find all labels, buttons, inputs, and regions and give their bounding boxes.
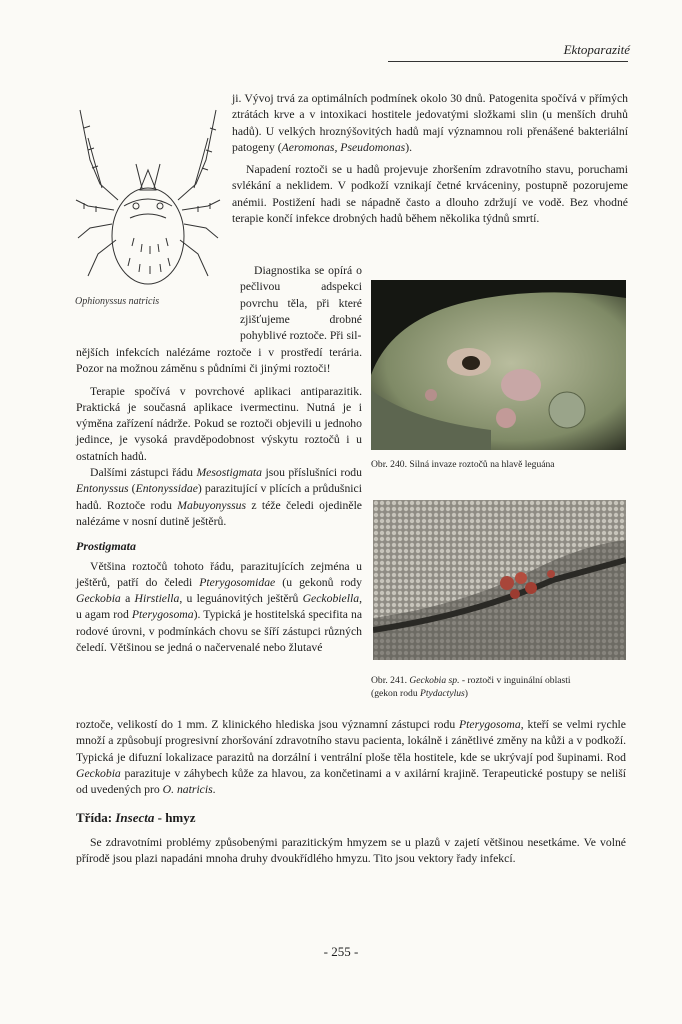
body-text-full-width: [76, 717, 626, 867]
body-text-top-right: [232, 91, 628, 227]
paragraph-3-narrow: Diagnostika se opírá o pečlivou adspekci povrchu těla, při které zjišťujeme drobné pohyblivé roztoče. Při sil-: [240, 264, 362, 343]
body-text-left-column: [76, 345, 362, 656]
paragraph-3-continued: nějších infekcích nalézáme roztoče i v prostředí terária. Pozor na možnou záměnu s půdními či jinými roztoči!: [76, 346, 362, 376]
section-heading-prostigmata: Prostigmata: [76, 539, 137, 554]
running-header: Ektoparazité: [563, 42, 630, 57]
paragraph-2: Napadení roztoči se u hadů projevuje zhoršením zdravotního stavu, poruchami svlékání a neklidem. V podkoží vznikají četné krváceniny, postupně pozorujeme anémii. Postižení hadi se nápadně často a dlouho zdržují ve vodě. Bez vhodné terapie končí infekce drobných hadů během několika týdnů smrtí.: [232, 163, 628, 226]
header-rule: [388, 61, 628, 62]
photo-iguana-head: [371, 280, 626, 450]
photo1-caption: Obr. 240. Silná invaze roztočů na hlavě leguána: [371, 459, 555, 470]
paragraph-7: Se zdravotními problémy způsobenými parazitickým hmyzem se u plazů v zajetí většinou nesetkáme. Ve volné přírodě jsou plazi napadáni mnoha druhy dvoukřídlého hmyzu. Tito jsou vektory řady infekcí.: [76, 835, 626, 866]
section-heading-insecta: Třída: Insecta - hmyz: [76, 810, 196, 826]
mite-drawing-icon: [72, 88, 222, 292]
paragraph-6-continued: roztoče, velikostí do 1 mm. Z klinického hlediska jsou významní zástupci rodu Pterygosoma, kteří se velmi rychle množí a způsobují progresivní zhoršování zdravotního stavu pacienta, lokálně i zánětlivé změny na kůži a v podkoží. Typická je difuzní lokalizace parazitů na dorzální i ventrální ploše těla hostitele, kde se ukrývají pod šupinami. Rod Geckobia parazituje v záhybech kůže za hlavou, za končetinami a v axilární krajině. Terapeutické postupy se neliší od uvedených pro O. natricis.: [76, 718, 626, 797]
mite-caption: Ophionyssus natricis: [75, 296, 160, 307]
iguana-photo-icon: [371, 280, 626, 450]
photo2-caption: Obr. 241. Geckobia sp. - roztoči v inguinální oblasti (gekon rodu Ptydactylus): [371, 675, 571, 699]
paragraph-5: Dalšími zástupci řádu Mesostigmata jsou příslušníci rodu Entonyssus (Entonyssidae) parazitující v plících a průdušnici hadů. Roztoče rodu Mabuyonyssus z téže čeledi ojediněle nalézáme v nosní dutině ještěrů.: [76, 466, 362, 528]
photo-gecko-skin: [373, 500, 626, 660]
paragraph-6: Většina roztočů tohoto řádu, parazitujících zejména u ještěrů, patří do čeledi Pterygosomidae (u gekonů rody Geckobia a Hirstiella, u leguánovitých ještěrů Geckobiella, u agam rod Pterygosoma). Typická je hostitelská specifita na rodové úrovni, v podmínkách chovu se šíří zástupci různých čeledí. Většinou se jedná o načervenalé nebo žlutavé: [76, 559, 363, 655]
paragraph-1: ji. Vývoj trvá za optimálních podmínek okolo 30 dnů. Patogenita spočívá v přímých ztrátách krve a v intoxikaci hostitele jedovatými složkami slin (u menších druhů hadů). U velkých hroznýšovitých hadů mají významnou roli přenášené bakteriální patogeny (Aeromonas, Pseudomonas).: [232, 92, 628, 154]
gecko-photo-icon: [373, 500, 626, 660]
paragraph-4: Terapie spočívá v povrchové aplikaci antiparazitik. Praktická je současná aplikace ivermectinu. Nutná je i výměna zařízení nádrže. Pokud se roztoči objevili u jednoho jedince, je vysoká pravděpodobnost výskytu roztočů i u ostatních hadů.: [76, 384, 362, 463]
page-number: - 255 -: [323, 944, 359, 959]
mite-illustration: [72, 88, 222, 292]
